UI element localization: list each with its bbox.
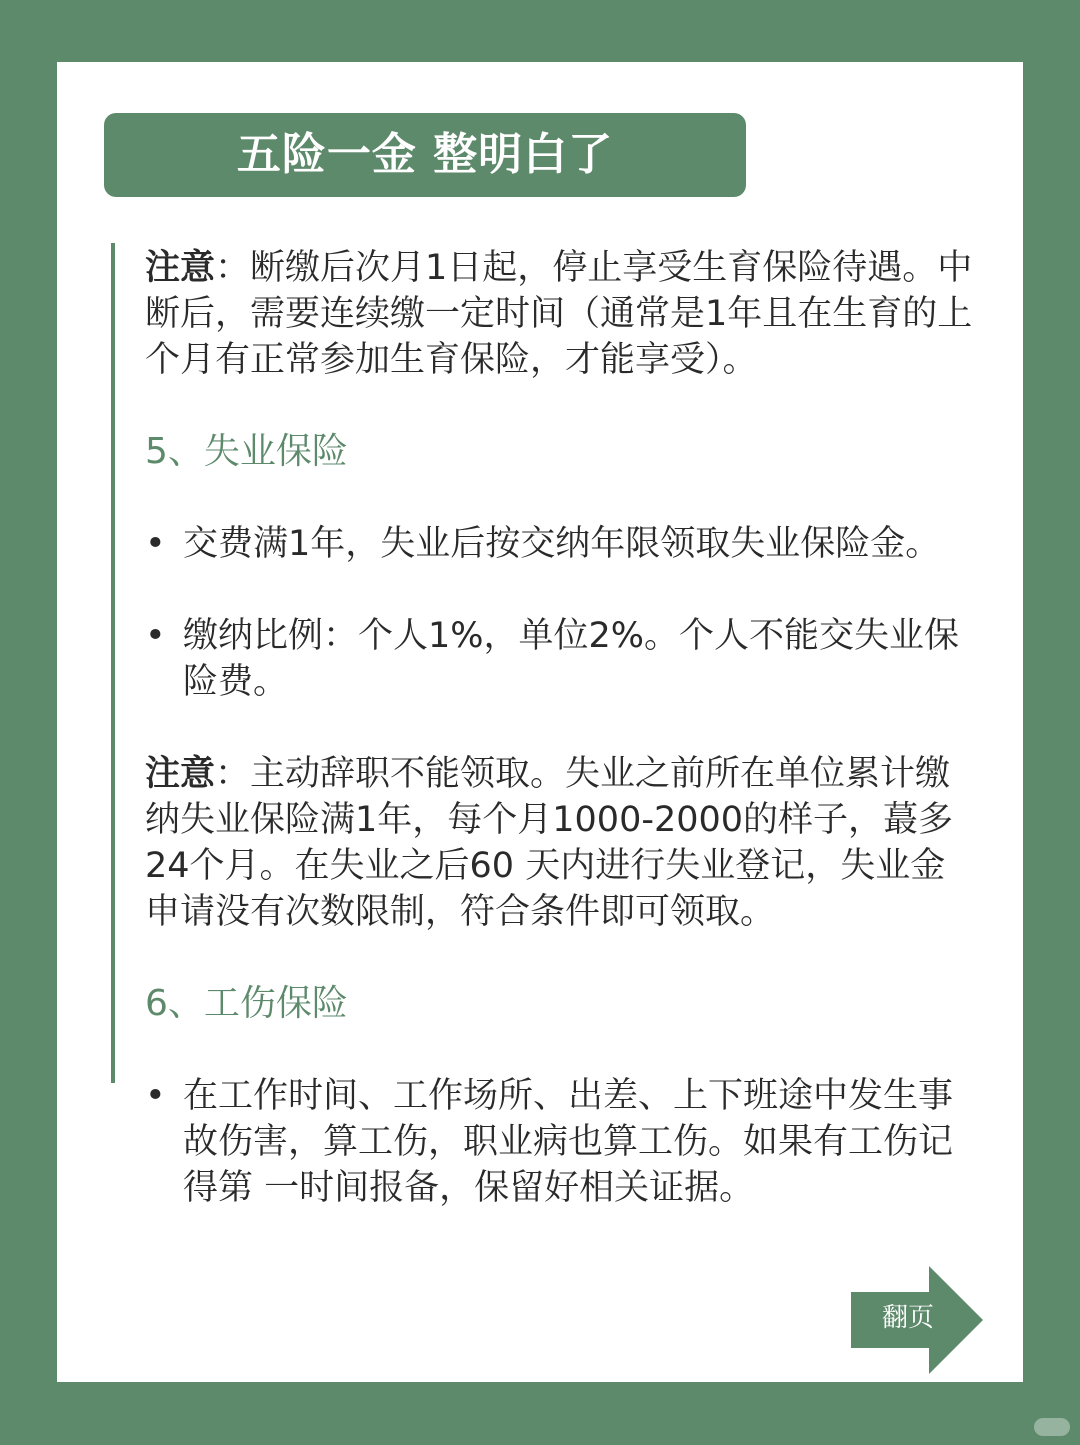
note-label: 注意: [145, 248, 216, 288]
list-item: [145, 521, 1005, 567]
list-item: [145, 1073, 953, 1211]
bullet-dot: •: [145, 616, 166, 656]
next-page-label: 翻页: [881, 1303, 934, 1333]
bullet-dot: •: [145, 524, 166, 564]
list-item-text: 在工作时间、工作场所、出差、上下班途中发生事故伤害，算工伤，职业病也算工伤。如果有工伤记得第 一时间报备，保留好相关证据。: [183, 1076, 954, 1208]
note-label: 注意: [145, 754, 216, 794]
left-accent-bar: [111, 243, 115, 1083]
note-colon: ：: [215, 248, 251, 288]
next-page-button[interactable]: [851, 1266, 983, 1374]
page-title: 五险一金 整明白了: [104, 113, 746, 197]
note-paragraph-1: [145, 245, 995, 383]
watermark-badge: [1034, 1418, 1070, 1436]
section-title-unemployment: 5、失业保险: [145, 431, 348, 472]
note-text: 断缴后次月1日起，停止享受生育保险待遇。中断后，需要连续缴一定时间（通常是1年且在生育的上个月有正常参加生育保险，才能享受）。: [145, 248, 973, 380]
article-body: [145, 245, 1005, 1211]
list-item-text: 交费满1年，失业后按交纳年限领取失业保险金。: [183, 524, 941, 564]
note-colon: ：: [215, 754, 251, 794]
bullet-dot: •: [145, 1076, 166, 1116]
note-paragraph-2: [145, 751, 955, 935]
list-item: [145, 613, 993, 705]
note-text: 主动辞职不能领取。失业之前所在单位累计缴纳失业保险满1年，每个月1000-2000的样子，蕞多24个月。在失业之后60 天内进行失业登记，失业金申请没有次数限制，符合条件即可领取。: [145, 754, 954, 932]
section-title-work-injury: 6、工伤保险: [145, 983, 348, 1024]
list-item-text: 缴纳比例：个人1%，单位2%。个人不能交失业保险费。: [183, 616, 960, 702]
